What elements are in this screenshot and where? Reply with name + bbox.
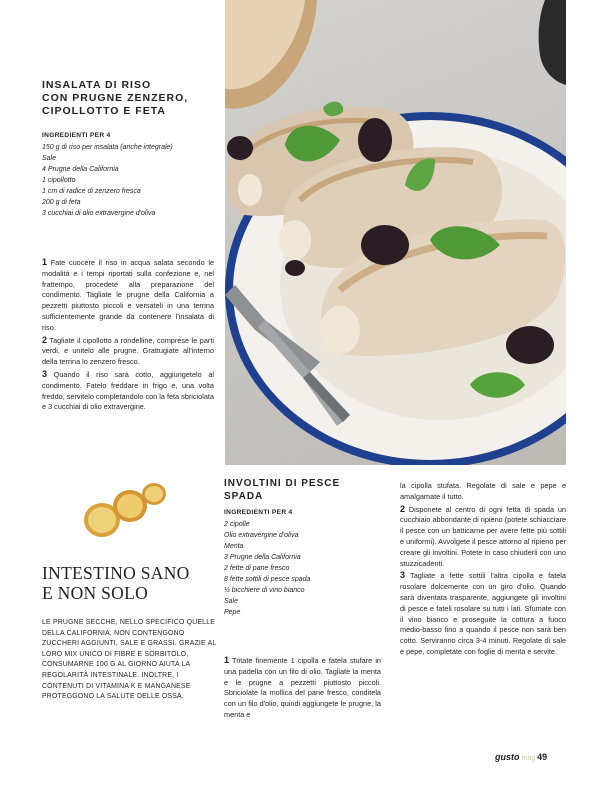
step-number: 2 <box>42 334 48 345</box>
recipe1-steps <box>42 257 214 414</box>
recipe2-ingredients <box>224 509 374 618</box>
recipe-step <box>400 570 566 657</box>
sidebar-title-line1: INTESTINO SANO <box>42 563 190 583</box>
page-number: 49 <box>537 752 548 762</box>
ingredient-item: Pepe <box>224 609 241 616</box>
recipe2-steps-col1 <box>224 655 381 722</box>
recipe-step <box>400 504 566 570</box>
recipe1-title-line2: CON PRUGNE ZENZERO, <box>42 92 189 104</box>
step-text: Quando il riso sarà cotto, aggiungetelo al condimento. Fatelo freddare in frigo e, una volta freddo, servitelo completandolo con la feta sbriciolata e 3 cucchiai di olio extravergine. <box>42 369 214 412</box>
ingredient-item: 4 Prugne della California <box>42 166 119 173</box>
step-continuation: la cipolla stufata. Regolate di sale e pepe e amalgamate il tutto. <box>400 481 566 501</box>
ingredient-item: 200 g di feta <box>42 199 81 206</box>
magazine-subtitle: mag <box>521 755 536 762</box>
sidebar-text: LE PRUGNE SECCHE, NELLO SPECIFICO QUELLE DELLA CALIFORNIA, NON CONTENGONO ZUCCHERI AGGIUNTI, SALE E GRASSI. GRAZIE AL LORO MIX UNICO DI FIBRE E SORBITOLO, CONSUMARNE 100 G AL GIORNO AIUTA LA REGOLARITÀ INTESTINALE. INOLTRE, I CONTENUTI DI VITAMINA K E MANGANESE PROTEGGONO LA SALUTE DELLE OSSA. <box>42 619 217 701</box>
step-text: Disponete al centro di ogni fetta di spada un cucchiaio abbondante di ripieno (potete schiacciare il pesce con un batticarne per avere fette più sottili e uniformi). Avvolgete il pesce attorno al ripieno per creare gli involtini. Potete in caso chiuderli con uno stuzzicadenti. <box>400 504 566 568</box>
ingredient-item: Menta <box>224 543 244 550</box>
ingredient-item: 3 Prugne della California <box>224 554 301 561</box>
ingredient-item: 2 fette di pane fresco <box>224 565 290 572</box>
ginger-slices-illustration <box>80 478 170 540</box>
ingredient-item: 1 cipollotto <box>42 177 76 184</box>
recipe-step <box>42 335 214 368</box>
recipe-step <box>224 655 381 721</box>
recipe2-ingredients-label: INGREDIENTI PER 4 <box>224 509 293 516</box>
ingredient-item: Sale <box>224 598 239 605</box>
recipe1-title <box>42 79 217 118</box>
page-folio <box>495 752 547 762</box>
ingredient-item: 8 fette sottili di pesce spada <box>224 576 311 583</box>
step-text: Tagliate il cipollotto a rondelline, comprese le parti verdi, e unitelo alle prugne. Grattugiate all'interno della terrina lo zenzero fresco. <box>42 335 214 367</box>
recipe2-title-line1: INVOLTINI DI PESCE <box>224 478 341 489</box>
recipe-photo <box>225 0 566 465</box>
step-text: Tagliate a fette sottili l'altra cipolla e fatela rosolare dolcemente con un giro d'olio. Quando sarà diventata trasparente, aggiungete gli involtini di pesce e fateli rosolare su tutti i lati. Sfumate con il vino bianco e proseguite la cottura a fuoco medio-basso fino a quando il pesce non sarà ben cotto. Serviranno circa 3-4 minuti. Regolate di sale e pepe, completate con foglie di menta e servite. <box>400 571 566 656</box>
ingredient-item: Olio extravergine d'oliva <box>224 532 299 539</box>
ingredient-item: 3 cucchiai di olio extravergine d'oliva <box>42 210 156 217</box>
recipe2-title-line2: SPADA <box>224 491 264 502</box>
ingredient-item: ½ bicchiere di vino bianco <box>224 587 305 594</box>
ingredient-item: Sale <box>42 155 57 162</box>
sidebar-title <box>42 563 217 603</box>
step-number: 3 <box>42 368 48 379</box>
recipe1-title-line1: INSALATA DI RISO <box>42 79 152 91</box>
sidebar-title-line2: E NON SOLO <box>42 583 149 603</box>
step-text: Tritate finemente 1 cipolla e fatela stufare in una padella con un filo di olio. Tagliate la menta e le prugne a pezzetti piuttosto piccoli. Sbriciolate la mollica del pane fresco, conditela con un filo d'olio, quindi aggiungete le prugne, la menta e <box>224 656 381 719</box>
ingredient-item: 1 cm di radice di zenzero fresca <box>42 188 141 195</box>
recipe1-ingredients <box>42 132 217 219</box>
ingredient-item: 150 g di riso per insalata (anche integrale) <box>42 144 173 151</box>
recipe1-title-line3: CIPOLLOTTO E FETA <box>42 105 166 117</box>
ingredient-item: 2 cipolle <box>224 521 250 528</box>
step-number: 1 <box>42 257 48 267</box>
recipe2-steps-col2 <box>400 481 566 659</box>
step-number: 1 <box>224 655 230 665</box>
recipe2-ingredient-list <box>224 519 374 618</box>
recipe-step <box>42 257 214 334</box>
magazine-name: gusto <box>495 752 520 762</box>
recipe1-ingredient-list <box>42 142 217 219</box>
recipe1-ingredients-label: INGREDIENTI PER 4 <box>42 132 111 139</box>
swordfish-rolls-illustration <box>225 0 566 465</box>
step-number: 2 <box>400 503 406 514</box>
step-text: Fate cuocere il riso in acqua salata secondo le modalità e i tempi riportati sulla confezione e, nel frattempo, procedete alla preparazione del condimento. Tagliate le prugne della California a pezzetti piuttosto piccoli e versateli in una terrina sufficientemente grande da contenere l'insalata di riso. <box>42 258 214 332</box>
step-number: 3 <box>400 570 406 581</box>
recipe-step <box>42 369 214 413</box>
recipe2-title <box>224 477 374 503</box>
